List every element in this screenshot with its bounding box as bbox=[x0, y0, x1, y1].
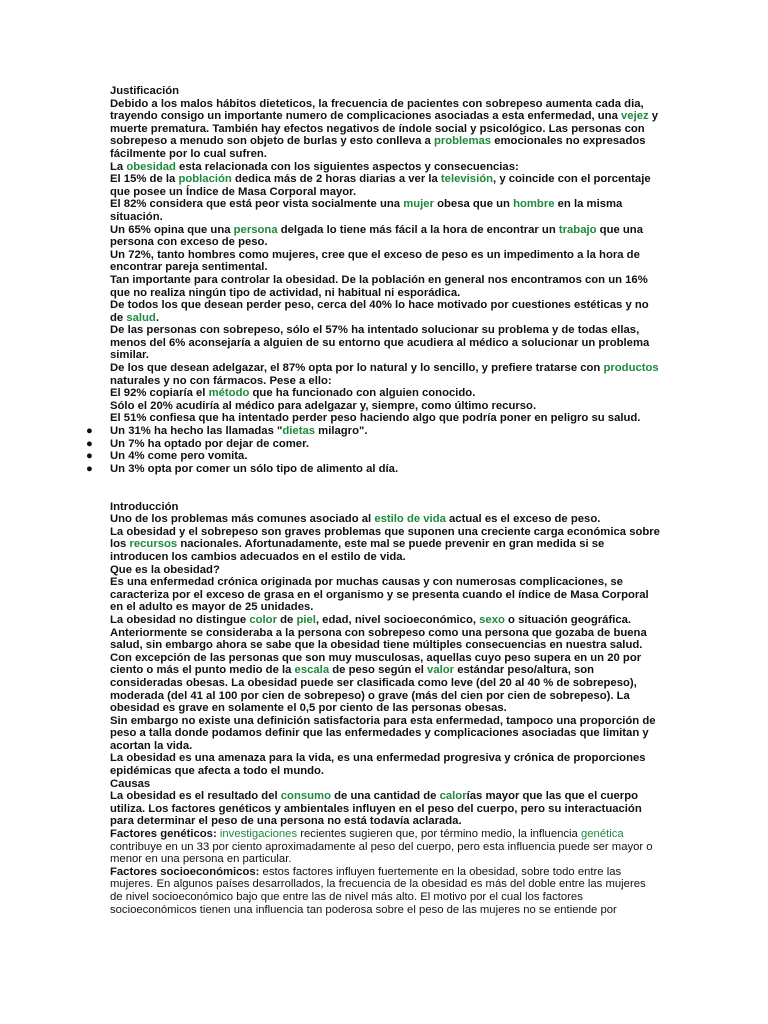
text-run: dedica más de 2 horas diarias a ver la bbox=[231, 173, 441, 186]
text-run: estos factores influyen fuertemente en la obesidad, sobre todo entre las mujeres. En algunos países desarrollados, la frecuencia de la obesidad es más del doble entre las mujeres de nivel socioeconómico bajo que entre las de nivel más alto. El motivo por el cual los factores socioeconómicos tienen una influencia tan poderosa sobre el peso de las mujeres no se entiende por bbox=[110, 865, 646, 916]
text-run: El 92% copiaría el bbox=[110, 387, 209, 400]
text-run: El 15% de la bbox=[110, 173, 179, 186]
text-link[interactable]: estilo de vida bbox=[374, 513, 446, 526]
text-run: naturales y no con fármacos. Pese a ello: bbox=[110, 374, 332, 387]
text-link[interactable]: método bbox=[208, 387, 250, 400]
paragraph bbox=[110, 513, 660, 526]
paragraph bbox=[110, 576, 660, 614]
text-run: La obesidad es el resultado del bbox=[110, 790, 281, 803]
text-run: en la misma situación. bbox=[110, 198, 623, 223]
text-run: Es una enfermedad crónica originada por muchas causas y con numerosas complicaciones, se caracteriza por el exceso de grasa en el organismo y se presenta cuando el índice de Masa Corporal en el adulto es mayor de 25 unidades. bbox=[110, 576, 649, 614]
text-link[interactable]: trabajo bbox=[558, 223, 597, 236]
text-run: nacionales. Afortunadamente, este mal se puede prevenir en gran medida si se introducen los cambios adecuados en el estilo de vida. bbox=[110, 538, 605, 563]
text-run: de una cantidad de bbox=[330, 790, 440, 803]
factores-geneticos-label: Factores genéticos: bbox=[110, 828, 217, 841]
text-run: Anteriormente se consideraba a la persona con sobrepeso como una persona que gozaba de buena salud, sin embargo ahora se sabe que la obesidad tiene múltiples consecuencias en nuestra salud. bbox=[110, 626, 647, 652]
paragraph bbox=[110, 715, 660, 753]
text-run: de bbox=[276, 613, 297, 626]
text-run: emocionales no expresados fácilmente por lo cual sufren. bbox=[110, 135, 646, 160]
text-link[interactable]: vejez bbox=[621, 110, 649, 123]
paragraph bbox=[110, 98, 660, 161]
text-link[interactable]: investigaciones bbox=[219, 828, 298, 841]
text-run: De los que desean adelgazar, el 87% opta por lo natural y lo sencillo, y prefiere tratarse con bbox=[110, 362, 604, 375]
text-run: Uno de los problemas más comunes asociado al bbox=[110, 513, 375, 526]
bullet-dot-icon: ● bbox=[86, 450, 93, 463]
text-link[interactable]: mujer bbox=[403, 198, 434, 211]
introduccion-section bbox=[110, 501, 660, 828]
paragraph bbox=[110, 526, 660, 564]
text-run: delgada lo tiene más fácil a la hora de encontrar un bbox=[277, 223, 559, 236]
text-run: La obesidad no distingue bbox=[110, 613, 250, 626]
text-link[interactable]: televisión bbox=[440, 173, 494, 186]
text-link[interactable]: obesidad bbox=[126, 160, 176, 173]
paragraph bbox=[110, 299, 660, 324]
paragraph bbox=[110, 161, 660, 174]
text-run: obesa que un bbox=[433, 198, 514, 211]
text-link[interactable]: sexo bbox=[479, 613, 505, 626]
bullet-item bbox=[86, 425, 660, 438]
paragraph bbox=[110, 652, 660, 715]
text-run: esta relacionada con los siguientes aspectos y consecuencias: bbox=[175, 160, 519, 173]
text-run: actual es el exceso de peso. bbox=[445, 513, 601, 526]
text-link[interactable]: calor bbox=[439, 790, 467, 803]
text-run: , y coincide con el porcentaje que posee un Índice de Masa Corporal mayor. bbox=[110, 173, 651, 198]
text-run: La obesidad es una amenaza para la vida, es una enfermedad progresiva y crónica de proporciones epidémicas que afecta a todo el mundo. bbox=[110, 752, 646, 778]
text-run: recientes sugieren que, por término medio, la influencia bbox=[297, 828, 581, 841]
text-run: Que es la obesidad? bbox=[110, 563, 220, 576]
text-link[interactable]: escala bbox=[294, 664, 330, 677]
text-run: Un 31% ha hecho las llamadas " bbox=[110, 425, 283, 438]
paragraph bbox=[110, 778, 660, 791]
factores-socioeconomicos-paragraph bbox=[110, 866, 660, 916]
paragraph bbox=[110, 400, 660, 413]
text-run: Un 72%, tanto hombres como mujeres, cree que el exceso de peso es un impedimento a la hora de encontrar pareja sentimental. bbox=[110, 248, 640, 274]
paragraph bbox=[110, 249, 660, 274]
paragraph bbox=[110, 752, 660, 777]
text-run: Un 65% opina que una bbox=[110, 223, 234, 236]
text-run: que una persona con exceso de peso. bbox=[110, 223, 643, 249]
text-run: De todos los que desean perder peso, cerca del 40% lo hace motivado por cuestiones estéticas y no de bbox=[110, 299, 649, 324]
text-run: estándar peso/altura, son consideradas obesas. La obesidad puede ser clasificada como leve (del 20 al 40 % de sobrepeso), moderada (del 41 al 100 por cien de sobrepeso) o grave (más del cien por cien de sobrepeso). La obesidad es grave en solamente el 0,5 por ciento de las personas obesas. bbox=[110, 664, 637, 715]
text-link[interactable]: persona bbox=[233, 223, 278, 236]
text-link[interactable]: salud bbox=[126, 311, 156, 324]
text-link[interactable]: dietas bbox=[282, 425, 316, 438]
bullet-item bbox=[86, 450, 660, 463]
bullet-item bbox=[86, 437, 660, 451]
paragraph bbox=[110, 324, 660, 362]
text-link[interactable]: consumo bbox=[280, 790, 331, 803]
text-run: La bbox=[110, 160, 127, 173]
paragraph bbox=[110, 564, 660, 577]
bullet-item bbox=[86, 462, 660, 476]
text-link[interactable]: hombre bbox=[513, 198, 555, 211]
justificacion-section bbox=[110, 85, 660, 425]
factores-socioeconomicos-label: Factores socioeconómicos: bbox=[110, 865, 260, 878]
text-run: Un 4% come pero vomita. bbox=[110, 450, 248, 463]
paragraph bbox=[110, 224, 660, 249]
text-run: Sin embargo no existe una definición satisfactoria para esta enfermedad, tampoco una proporción de peso a talla donde podamos definir que las enfermedades y complicaciones asociadas que limitan y acortan la vida. bbox=[110, 714, 656, 752]
text-link[interactable]: recursos bbox=[129, 538, 178, 551]
text-run: El 51% confiesa que ha intentado perder peso haciendo algo que podría poner en peligro su salud. bbox=[110, 412, 641, 425]
paragraph bbox=[110, 412, 660, 425]
text-run: Tan importante para controlar la obesidad. De la población en general nos encontramos con un 16% que no realiza ningún tipo de actividad, ni habitual ni esporádica. bbox=[110, 273, 648, 299]
text-link[interactable]: valor bbox=[427, 664, 455, 677]
text-run: , edad, nivel socioeconómico, bbox=[315, 613, 480, 626]
paragraph bbox=[110, 173, 660, 198]
bullet-dot-icon: ● bbox=[86, 462, 93, 475]
text-run: contribuye en un 33 por ciento aproximadamente al peso del cuerpo, pero esta influencia puede ser mayor o menor en una persona en particular. bbox=[110, 840, 653, 866]
text-run: Debido a los malos hábitos dieteticos, la frecuencia de pacientes con sobrepeso aumenta cada dia, trayendo consigo un importante numero de complicaciones asociadas a esta enfermedad, una bbox=[110, 97, 644, 123]
justificacion-heading: Justificación bbox=[110, 85, 180, 97]
text-run: De las personas con sobrepeso, sólo el 57% ha intentado solucionar su problema y de todas ellas, menos del 6% aconsejaría a alguien de su entorno que acudiera al médico a solucionar un problema similar. bbox=[110, 324, 650, 362]
text-run: de peso según el bbox=[329, 664, 428, 677]
text-link[interactable]: piel bbox=[296, 613, 316, 626]
text-run: Un 3% opta por comer un sólo tipo de alimento al día. bbox=[110, 462, 399, 475]
text-run: . bbox=[155, 311, 159, 324]
text-run: Causas bbox=[110, 777, 151, 790]
paragraph bbox=[110, 362, 660, 387]
text-run: La obesidad y el sobrepeso son graves problemas que suponen una creciente carga económica sobre los bbox=[110, 525, 660, 551]
bullet-dot-icon: ● bbox=[86, 425, 93, 438]
text-run: Un 7% ha optado por dejar de comer. bbox=[110, 437, 309, 450]
paragraph bbox=[110, 614, 660, 627]
paragraph bbox=[110, 198, 660, 223]
paragraph bbox=[110, 387, 660, 400]
text-run: o situación geográfica. bbox=[504, 613, 632, 626]
text-run: y muerte prematura. También hay efectos negativos de índole social y psicológico. Las personas con sobrepeso a menudo son objeto de burlas y esto conlleva a bbox=[110, 110, 659, 148]
spacer bbox=[110, 488, 660, 501]
paragraph bbox=[110, 627, 660, 652]
text-link[interactable]: población bbox=[178, 173, 232, 186]
spacer bbox=[110, 475, 660, 488]
bullet-dot-icon: ● bbox=[86, 437, 93, 450]
introduccion-paragraphs bbox=[110, 513, 660, 828]
text-run: Con excepción de las personas que son muy musculosas, aquellas cuyo peso supera en un 20 por ciento o más el punto medio de la bbox=[110, 651, 642, 677]
justificacion-bullet-list bbox=[86, 425, 660, 475]
introduccion-heading: Introducción bbox=[110, 500, 179, 513]
text-link[interactable]: color bbox=[249, 613, 277, 626]
text-run: ías mayor que las que el cuerpo utiliza. Los factores genéticos y ambientales influyen en el peso del cuerpo, pero su interactuación para determinar el peso de una persona no está todavía aclarada. bbox=[110, 790, 642, 828]
text-link[interactable]: productos bbox=[603, 362, 659, 375]
text-link[interactable]: problemas bbox=[433, 135, 492, 148]
text-run: Sólo el 20% acudiría al médico para adelgazar y, siempre, como último recurso. bbox=[110, 399, 537, 412]
text-run: que ha funcionado con alguien conocido. bbox=[249, 387, 476, 400]
paragraph bbox=[110, 790, 660, 828]
text-run: milagro". bbox=[315, 425, 368, 438]
factores-geneticos-paragraph bbox=[110, 828, 660, 866]
text-link[interactable]: genética bbox=[580, 828, 624, 841]
justificacion-paragraphs bbox=[110, 98, 660, 425]
document-page bbox=[86, 85, 660, 916]
text-run: El 82% considera que está peor vista socialmente una bbox=[110, 198, 404, 211]
paragraph bbox=[110, 274, 660, 299]
